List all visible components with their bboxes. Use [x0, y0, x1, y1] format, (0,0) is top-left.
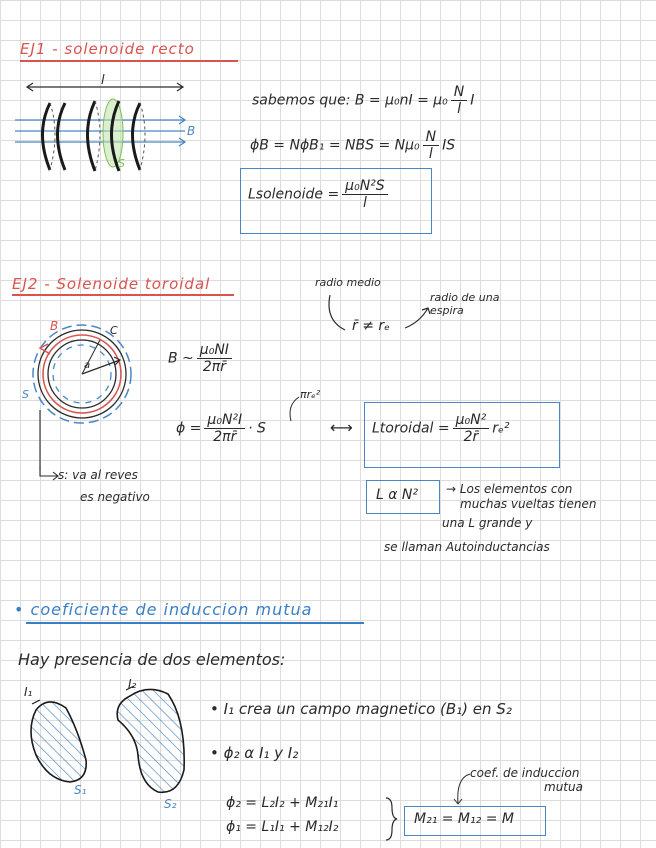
coef-label-arrow: [452, 770, 482, 810]
ej2-fig-a: a: [84, 360, 91, 371]
coef-fig-S1: S₁: [74, 783, 87, 797]
ej2-s-note-arrow: [285, 395, 305, 425]
ej2-fig-S: S: [22, 388, 29, 401]
ej2-fig-C: C: [110, 324, 118, 337]
coef-fig-S2: S₂: [164, 797, 177, 811]
ej1-fig-B: B: [187, 124, 196, 138]
ej1-fig-l: l: [101, 73, 105, 88]
ej1-eq2: ϕB = NϕB₁ = NBS = Nμ₀ $\frac{N}{l}$ IS: [250, 129, 456, 162]
ej1-title-underline: [20, 60, 238, 62]
coef-bullet1: • I₁ crea un campo magnetico (B₁) en S₂: [210, 700, 512, 718]
coef-intro: Hay presencia de dos elementos:: [18, 650, 286, 669]
coef-result-text: M₂₁ = M₁₂ = M: [414, 811, 514, 827]
ej2-s-negative-line1: s: va al reves: [58, 468, 138, 482]
ej1-fig-S: S: [118, 157, 125, 170]
ej2-fig-B: B: [50, 319, 59, 333]
ej2-result-eq: Ltoroidal = $\frac{\text{μ₀N²}}{2r̄}$ rₑ²: [372, 412, 510, 445]
ej2-B-eq: B ~ $\frac{\text{μ₀NI}}{2\pi r̄}$: [168, 342, 235, 375]
ej2-note-line3: una L grande y: [442, 516, 533, 530]
ej2-title-underline: [12, 294, 234, 296]
ej2-label-radio-medio: radio medio: [315, 276, 381, 289]
ej2-note-line1: → Los elementos con: [446, 482, 573, 496]
coef-label-line2: mutua: [544, 780, 583, 794]
coef-bullet2: • ϕ₂ α I₁ y I₂: [210, 744, 299, 762]
coef-brace: [384, 796, 398, 842]
ej1-title: EJ1 - solenoide recto: [20, 40, 195, 58]
coef-title: • coeficiente de induccion mutua: [14, 600, 313, 619]
coef-label-line1: coef. de induccion: [470, 766, 580, 780]
ej2-note-line4: se llaman Autoinductancias: [384, 540, 550, 554]
ej2-s-note: πrₑ²: [300, 388, 321, 401]
solenoid-figure: [15, 75, 215, 185]
coef-eq-phi2: ϕ₂ = L₂I₂ + M₂₁I₁: [226, 795, 339, 811]
coef-fig-I1: I₁: [24, 685, 33, 699]
ej2-small-box-text: L α N²: [376, 487, 419, 503]
toroid-figure: [20, 310, 160, 450]
mutual-induction-figure: [18, 677, 208, 811]
ej2-title: EJ2 - Solenoide toroidal: [12, 275, 211, 293]
ej2-phi-eq: ϕ = $\frac{\text{μ₀N²I}}{2\pi r̄}$ · S: [176, 412, 266, 445]
ej2-s-negative-arrow: [40, 466, 70, 486]
ej1-eq1: sabemos que: B = μ₀nI = μ₀ $\frac{N}{l}$ I: [252, 84, 475, 117]
ej1-result-eq: Lsolenoide = $\frac{\text{μ₀N²S}}{l}$: [248, 178, 391, 211]
ej2-note-line2: muchas vueltas tienen: [460, 497, 597, 511]
coef-fig-I2: I₂: [128, 677, 137, 691]
ej2-s-negative-line2: es negativo: [80, 490, 150, 504]
ej2-double-arrow: ⟷: [330, 418, 353, 437]
coef-title-underline: [26, 622, 364, 624]
coef-eq-phi1: ϕ₁ = L₁I₁ + M₁₂I₂: [226, 819, 339, 835]
ej2-r-neq: r̄ ≠ rₑ: [352, 318, 390, 334]
ej2-label-radio-espira: radio de una espira: [430, 291, 500, 317]
